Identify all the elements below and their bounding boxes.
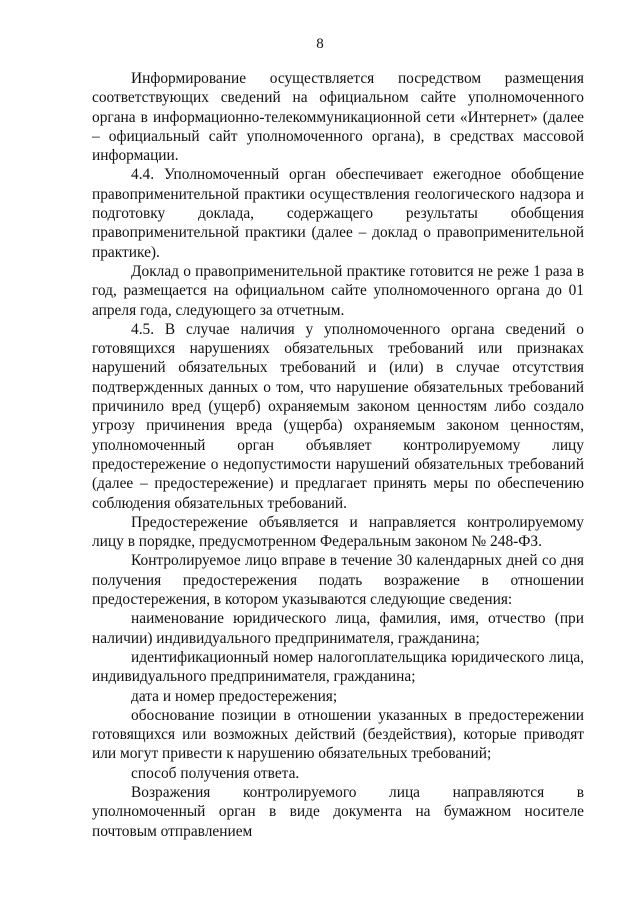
paragraph-informing: Информирование осуществляется посредством размещения соответствующих сведений на официальном сайте уполномоченного органа в информационно-телекоммуникационной сети «Интернет» (далее – официальный сайт уполномоченного органа), в средствах массовой информации. bbox=[92, 70, 584, 165]
document-body bbox=[92, 69, 584, 841]
paragraph-report-frequency: Доклад о правоприменительной практике готовится не реже 1 раза в год, размещается на официальном сайте уполномоченного органа до 01 апреля года, следующего за отчетным. bbox=[92, 262, 584, 319]
paragraph-4-4: 4.4. Уполномоченный орган обеспечивает ежегодное обобщение правоприменительной практики осуществления геологического надзора и подготовку доклада, содержащего результаты обобщения правоприменительной практики (далее – доклад о правоприменительной практике). bbox=[92, 166, 584, 261]
list-item-date-number: дата и номер предостережения; bbox=[131, 687, 338, 705]
paragraph-objection-right: Контролируемое лицо вправе в течение 30 календарных дней со дня получения предостережения подать возражение в отношении предостережения, в котором указываются следующие сведения: bbox=[92, 552, 584, 609]
list-item-response-method: способ получения ответа. bbox=[131, 764, 300, 782]
list-item-name: наименование юридического лица, фамилия, имя, отчество (при наличии) индивидуального предпринимателя, гражданина; bbox=[92, 610, 584, 647]
list-item-justification: обоснование позиции в отношении указанных в предостережении готовящихся или возможных действий (бездействия), которые приводят или могут привести к нарушению обязательных требований; bbox=[92, 706, 584, 763]
list-item-inn: идентификационный номер налогоплательщика юридического лица, индивидуального предпринимателя, гражданина; bbox=[92, 648, 584, 686]
paragraph-4-5: 4.5. В случае наличия у уполномоченного органа сведений о готовящихся нарушениях обязательных требований или признаках нарушений обязательных требований и (или) в случае отсутствия подтвержденных данных о том, что нарушение обязательных требований причинило вред (ущерб) охраняемым законом ценностям либо создало угрозу причинения вреда (ущерба) охраняемым законом ценностям, уполномоченный орган объявляет контролируемому лицу предостережение о недопустимости нарушений обязательных требований (далее – предостережение) и предлагает принять меры по обеспечению соблюдения обязательных требований. bbox=[92, 320, 584, 512]
page-number: 8 bbox=[316, 36, 324, 52]
paragraph-warning-procedure: Предостережение объявляется и направляется контролируемому лицу в порядке, предусмотренном Федеральным законом № 248-ФЗ. bbox=[92, 513, 584, 551]
paragraph-objection-delivery: Возражения контролируемого лица направляются в уполномоченный орган в виде документа на бумажном носителе почтовым отправлением bbox=[92, 783, 584, 840]
